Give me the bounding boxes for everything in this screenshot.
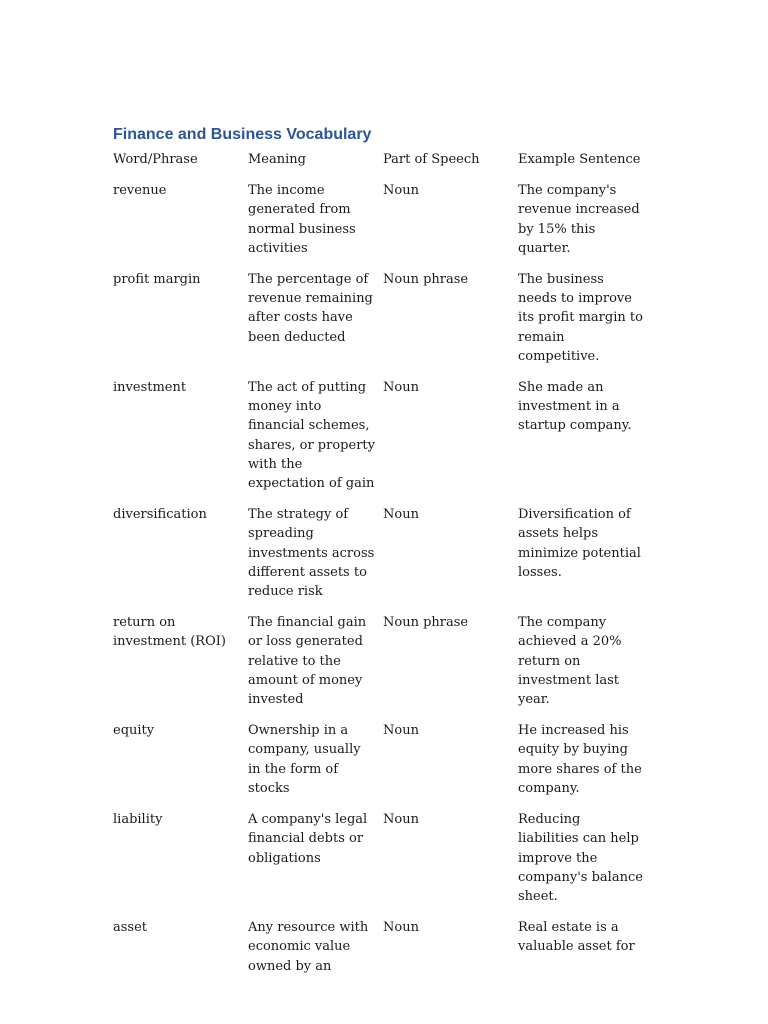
- cell-meaning: The financial gain or loss generated relative to the amount of money invested: [248, 615, 367, 708]
- table-row: [113, 181, 653, 270]
- cell-example: Real estate is a valuable asset for: [518, 920, 635, 955]
- cell-meaning: Any resource with economic value owned by an: [248, 920, 369, 974]
- document-title: Finance and Business Vocabulary: [113, 126, 372, 143]
- cell-part-of-speech: Noun: [383, 812, 419, 828]
- cell-meaning: The strategy of spreading investments across different assets to reduce risk: [248, 507, 375, 600]
- table-row: [113, 810, 653, 918]
- table-row: [113, 613, 653, 721]
- cell-part-of-speech: Noun: [383, 507, 419, 523]
- cell-example: She made an investment in a startup company.: [518, 380, 632, 434]
- header-meaning: Meaning: [248, 152, 306, 167]
- cell-word: liability: [113, 812, 163, 828]
- cell-part-of-speech: Noun: [383, 920, 419, 936]
- cell-example: Diversification of assets helps minimize potential losses.: [518, 507, 641, 580]
- cell-example: The business needs to improve its profit margin to remain competitive.: [518, 272, 643, 364]
- cell-word: equity: [113, 723, 155, 739]
- cell-word: profit margin: [113, 272, 201, 288]
- cell-example: Reducing liabilities can help improve the company's balance sheet.: [518, 812, 643, 904]
- table-row: [113, 270, 653, 378]
- cell-example: The company achieved a 20% return on investment last year.: [518, 615, 622, 708]
- cell-part-of-speech: Noun: [383, 183, 419, 199]
- document-page: [113, 125, 653, 988]
- cell-meaning: Ownership in a company, usually in the form of stocks: [248, 723, 361, 796]
- cell-meaning: A company's legal financial debts or obligations: [248, 812, 368, 866]
- header-word: Word/Phrase: [113, 152, 198, 167]
- cell-word: investment: [113, 380, 187, 396]
- table-row: [113, 918, 653, 988]
- header-part-of-speech: Part of Speech: [383, 152, 480, 167]
- cell-meaning: The act of putting money into financial schemes, shares, or property with the expectation of gain: [248, 380, 375, 492]
- cell-word: revenue: [113, 183, 167, 199]
- cell-part-of-speech: Noun phrase: [383, 272, 469, 288]
- cell-part-of-speech: Noun: [383, 380, 419, 396]
- table-row: [113, 505, 653, 613]
- vocabulary-table: [113, 150, 653, 988]
- cell-word: diversification: [113, 507, 207, 523]
- header-example-sentence: Example Sentence: [518, 152, 641, 167]
- cell-example: He increased his equity by buying more shares of the company.: [518, 723, 642, 796]
- cell-meaning: The income generated from normal business activities: [248, 183, 356, 256]
- table-header-row: [113, 150, 653, 181]
- cell-part-of-speech: Noun phrase: [383, 615, 469, 631]
- cell-example: The company's revenue increased by 15% this quarter.: [518, 183, 640, 256]
- table-row: [113, 378, 653, 505]
- cell-word: asset: [113, 920, 148, 936]
- cell-part-of-speech: Noun: [383, 723, 419, 739]
- cell-word: return on investment (ROI): [113, 615, 226, 650]
- cell-meaning: The percentage of revenue remaining after costs have been deducted: [248, 272, 373, 345]
- table-row: [113, 721, 653, 810]
